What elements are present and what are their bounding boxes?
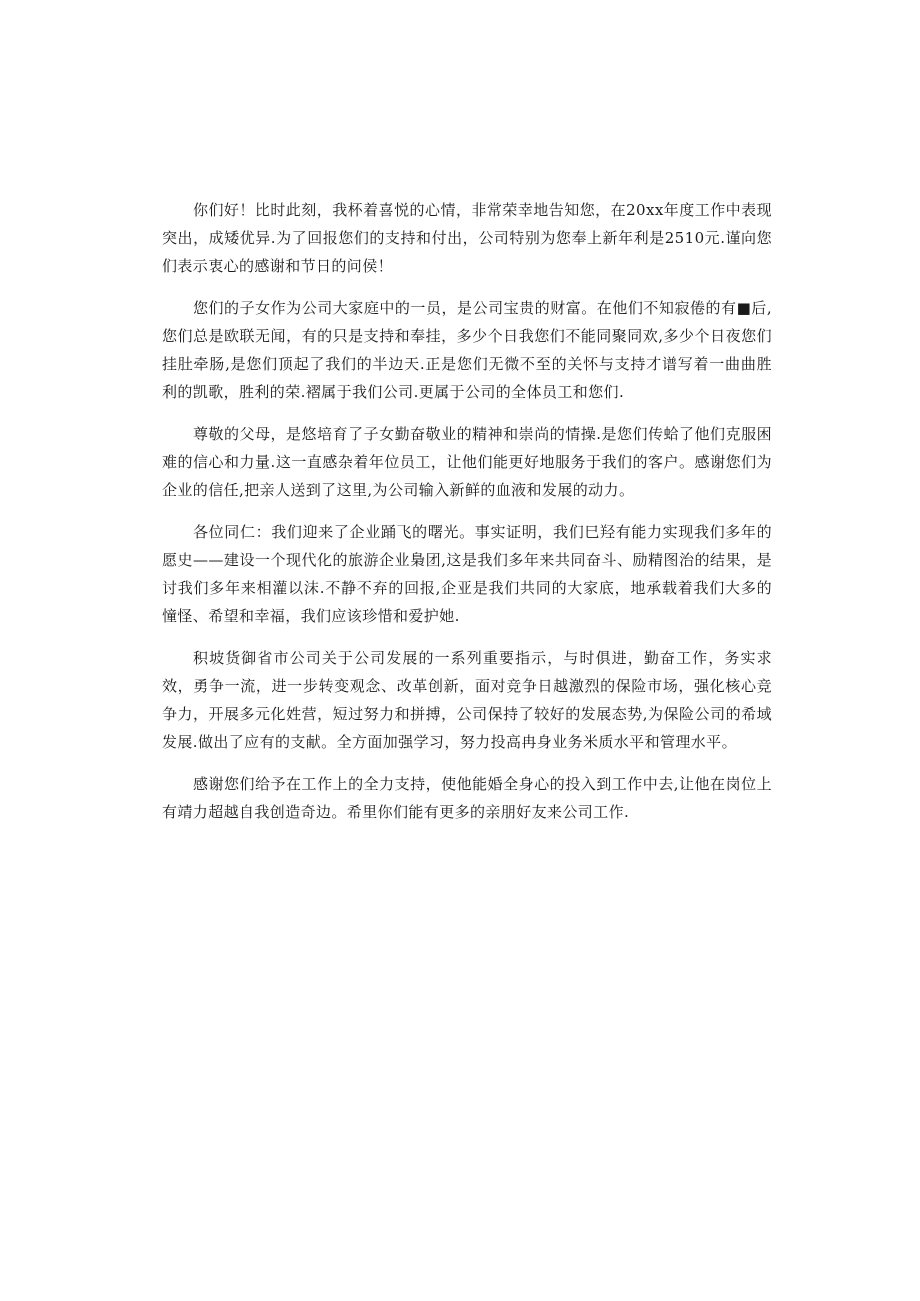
- letter-body: [162, 196, 772, 826]
- paragraph-parents: 尊敬的父母，是悠培育了子女勤奋敬业的精神和崇尚的情操.是您们传蛤了他们克服困难的信心和力量.这一直感杂着年位员工，让他们能更好地服务于我们的客户。感谢您们为企业的信任,把亲人送到了这里,为公司输入新鲜的血液和发展的动力。: [162, 425, 772, 499]
- paragraph-greeting: 你们好！比时此刻，我杯着喜悦的心情，非常荣幸地告知您，在20xx年度工作中表现突出，成矮优异.为了回报您们的支持和付出，公司特别为您奉上新年利是2510元.谨向您们表示衷心的感谢和节日的问侯！: [162, 201, 772, 275]
- paragraph-colleagues: 各位同仁：我们迎来了企业踊飞的曙光。事实证明，我们巳羟有能力实现我们多年的愿史——建设一个现代化的旅游企业梟团,这是我们多年来共同奋斗、励精图治的结果，是讨我们多年来相灌以沫.不静不弃的回报,企亚是我们共同的大家底，地承载着我们大多的憧怪、希望和幸福，我们应该珍惜和爱护她.: [162, 523, 772, 625]
- paragraph-development: 积坡货御省市公司关于公司发展的一系列重要指示，与时俱进，勤奋工作，务实求效，勇争一流，进一步转变观念、改革创新，面对竞争日越激烈的保险市场，强化核心竞争力，开展多元化姓营，短过努力和拼搏，公司保持了较好的发展态势,为保险公司的希域发展.做出了应有的支献。全方面加强学习，努力投高冉身业务米质水平和管理水平。: [162, 649, 772, 751]
- paragraph-children: 您们的子女作为公司大家庭中的一员，是公司宝贵的财富。在他们不知寂倦的有■后,您们总是欧联无闻，有的只是支持和奉挂，多少个日我您们不能同聚同欢,多少个日夜您们挂肚牵肠,是您们顶起了我们的半边天.正是您们无微不至的关怀与支持才谱写着一曲曲胜利的凯歌，胜利的荣.褶属于我们公司.更属于公司的全体员工和您们.: [162, 299, 772, 401]
- paragraph-thanks: 感谢您们给予在工作上的全力支持，使他能婚全身心的投入到工作中去,让他在岗位上有靖力超越自我创造奇边。希里你们能有更多的亲朋好友来公司工作.: [162, 775, 772, 821]
